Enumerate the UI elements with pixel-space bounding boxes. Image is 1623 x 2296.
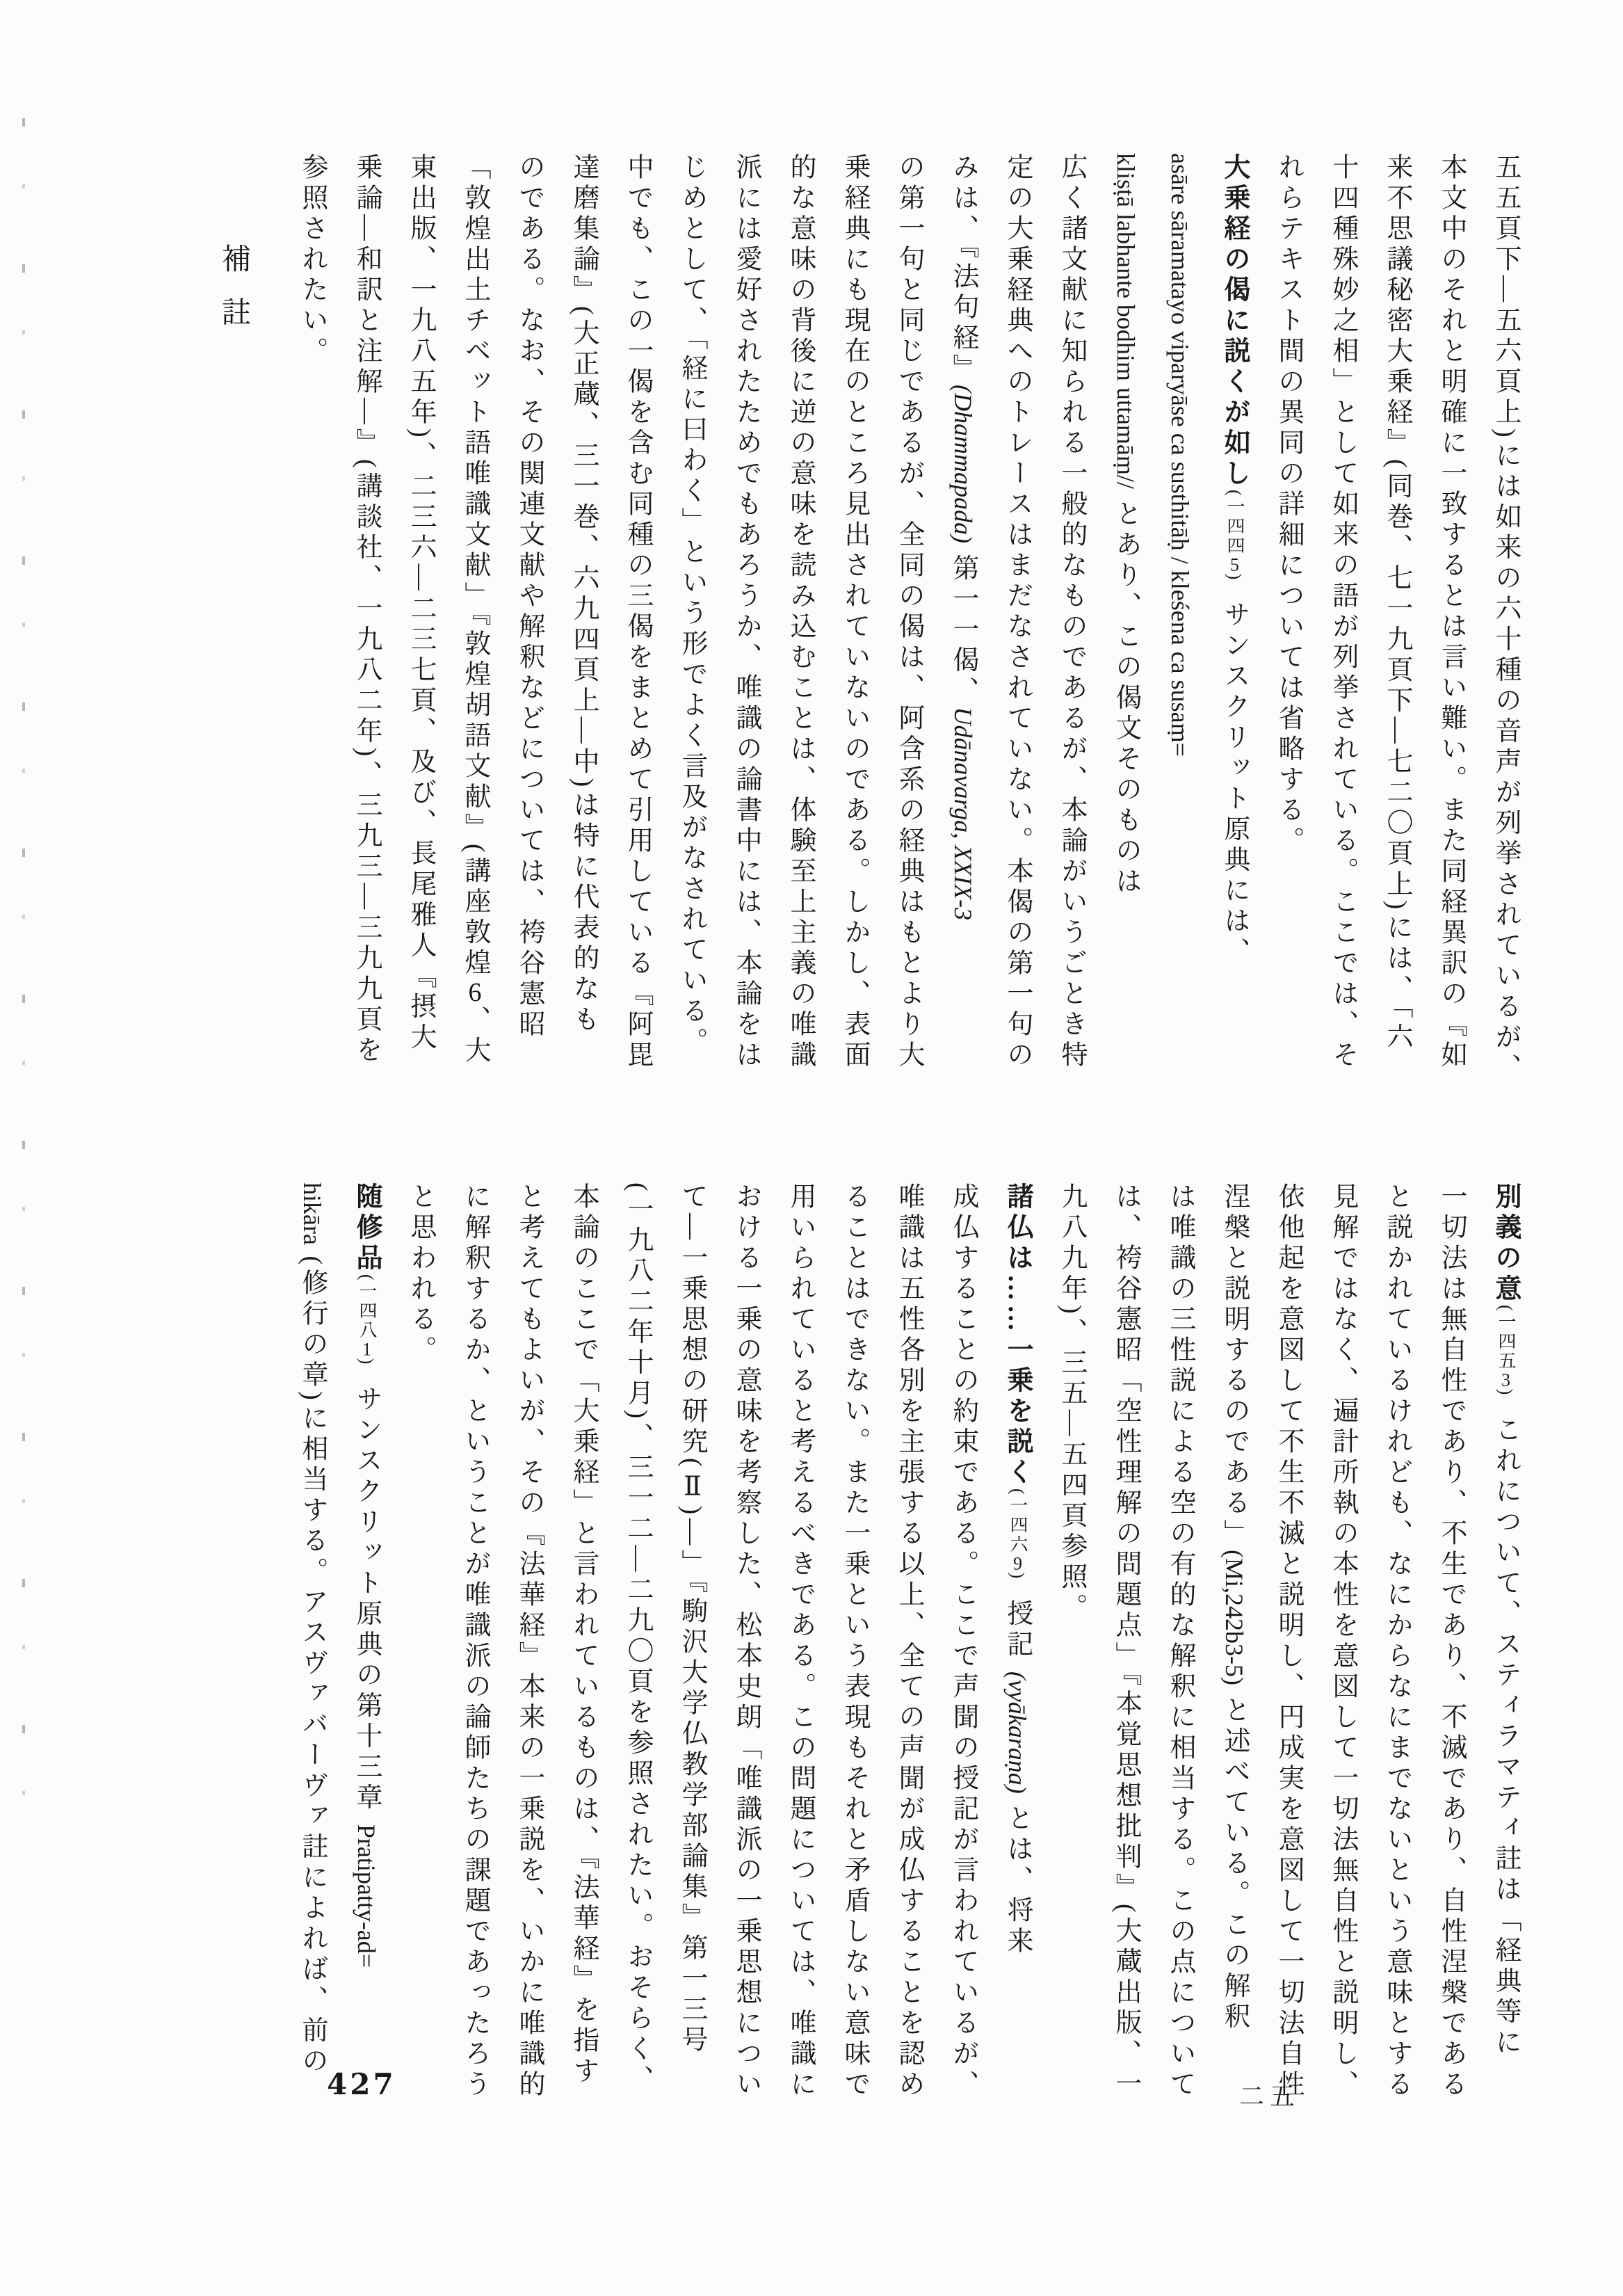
- text-segment: 成仏することの約束である。ここで声聞の授記が言われているが、: [948, 1182, 978, 2101]
- text-column: [1370, 1182, 1424, 2156]
- text-segment: 見解ではなく、遍計所執の本性を意図して一切法無自性と説明し、: [1328, 1182, 1357, 2101]
- text-segment: じめとして、「経に曰わく」という形でよく言及がなされている。: [677, 153, 706, 1058]
- text-column: [936, 1182, 990, 2156]
- text-column: [773, 153, 827, 1127]
- text-segment: 大乗経の偈に説くが如し: [1220, 153, 1249, 490]
- text-segment: 九八九年)、三五—五四頁参照。: [1057, 1182, 1086, 1624]
- text-segment: 随修品: [352, 1182, 381, 1274]
- text-segment: 授記: [1003, 1599, 1032, 1671]
- text-segment: 5: [1230, 555, 1239, 574]
- text-segment: 乗経典にも現在のところ見出されていないのである。しかし、表面: [840, 153, 869, 1071]
- text-segment: 依他起を意図して不生不滅と説明し、円成実を意図して一切法自性: [1274, 1182, 1303, 2101]
- text-segment: 一切法は無自性であり、不生であり、不滅であり、自性涅槃である: [1437, 1182, 1466, 2101]
- text-segment: 本文中のそれと明確に一致するとは言い難い。また同経異訳の『如: [1437, 153, 1466, 1071]
- text-segment: (Dhammapada): [949, 385, 977, 543]
- text-segment: 派には愛好されたためでもあろうか、唯識の論書中には、本論をは: [732, 153, 761, 1071]
- text-segment: 来不思議秘密大乗経』(同巻、七一九頁下—七二〇頁上)には、「六: [1382, 153, 1412, 1054]
- text-segment: のである。なお、その関連文献や解釈などについては、袴谷憲昭: [515, 153, 544, 1041]
- text-segment: 広く諸文献に知られる一般的なものであるが、本論がいうごとき特: [1057, 153, 1086, 1071]
- text-segment: 中でも、この一偈を含む同種の三偈をまとめて引用している『阿毘: [623, 153, 652, 1071]
- text-column: [1044, 1182, 1099, 2156]
- text-segment: (一四八: [357, 1274, 377, 1340]
- text-segment: 唯識は五性各別を主張する以上、全ての声聞が成仏することを認め: [894, 1182, 923, 2101]
- text-segment: は、袴谷憲昭「空性理解の問題点」『本覚思想批判』(大蔵出版、一: [1111, 1182, 1140, 2101]
- text-segment: ): [1496, 1388, 1516, 1416]
- text-segment: れらテキスト間の異同の詳細については省略する。: [1274, 153, 1303, 857]
- text-segment: 的な意味の背後に逆の意味を読み込むことは、体験至上主義の唯識: [786, 153, 815, 1071]
- text-segment: (一四五: [1496, 1305, 1516, 1371]
- text-column: [394, 153, 448, 1127]
- text-segment: ): [1225, 573, 1245, 601]
- text-segment: 第一一偈、: [948, 543, 978, 707]
- text-segment: て—一乗思想の研究(Ⅱ)—」『駒沢大学仏教学部論集』第一三号: [677, 1182, 706, 2057]
- text-column: [1044, 153, 1099, 1127]
- text-column: [394, 1182, 448, 2156]
- text-segment: 東出版、一九八五年)、二三六—二三七頁、及び、長尾雅人『摂大: [406, 153, 435, 1054]
- text-segment: 参照されたい。: [298, 153, 327, 367]
- text-segment: みは、『法句経』: [948, 153, 978, 385]
- text-column: [1207, 1182, 1261, 2156]
- text-column: [1261, 153, 1316, 1127]
- text-column: [1478, 1182, 1533, 2156]
- text-segment: 達磨集論』(大正蔵、三一巻、六九四頁上—中)は特に代表的なも: [569, 153, 598, 1036]
- text-column: [1153, 1182, 1207, 2156]
- text-segment: (vyākaraṇa): [1003, 1671, 1031, 1794]
- text-column: [556, 153, 611, 1127]
- text-segment: 定の大乗経典へのトレースはまだなされていない。本偈の第一句の: [1003, 153, 1032, 1071]
- text-column: [936, 153, 990, 1127]
- text-column: [990, 153, 1044, 1127]
- text-segment: 3: [1501, 1370, 1510, 1389]
- text-segment: とは、将来: [1003, 1793, 1032, 1958]
- text-segment: 用いられていると考えるべきである。この問題については、唯識に: [786, 1182, 815, 2101]
- text-segment: 別義の意: [1491, 1182, 1520, 1305]
- text-column: [882, 1182, 936, 2156]
- scan-noise: [22, 118, 25, 1822]
- text-segment: と思われる。: [406, 1182, 435, 1366]
- text-column: [665, 1182, 719, 2156]
- text-column: [611, 1182, 665, 2156]
- text-segment: サンスクリット原典の第十三章: [352, 1385, 381, 1824]
- text-segment: と述べている。この解釈: [1220, 1685, 1249, 2033]
- page-number-arabic: 427: [327, 2067, 396, 2101]
- text-column: [719, 153, 773, 1127]
- text-column: [719, 1182, 773, 2156]
- text-column: [1316, 1182, 1370, 2156]
- text-segment: 6: [468, 979, 482, 1006]
- text-column: [502, 1182, 556, 2156]
- text-column: [665, 153, 719, 1127]
- text-segment: (一四四: [1225, 490, 1245, 556]
- text-column: [448, 1182, 502, 2156]
- text-segment: と考えてもよいが、その『法華経』本来の一乗説を、いかに唯識的: [515, 1182, 544, 2101]
- notes-upper-band: [285, 153, 1533, 1127]
- page-number-kanji: 二五: [1239, 2082, 1301, 2110]
- text-segment: (Mi,242b3-5): [1220, 1550, 1248, 1685]
- text-column: [990, 1182, 1044, 2156]
- text-column: [1153, 153, 1207, 1127]
- text-segment: 涅槃と説明するのである」: [1220, 1182, 1249, 1550]
- text-column: [882, 153, 936, 1127]
- text-segment: とあり、この偈文そのものは: [1111, 488, 1140, 898]
- text-column: [1099, 1182, 1153, 2156]
- text-segment: Udānavarga, XXIX-3: [949, 707, 977, 921]
- text-column: [556, 1182, 611, 2156]
- text-segment: (一四六: [1008, 1488, 1028, 1555]
- text-segment: 、大: [460, 1005, 490, 1067]
- text-segment: (一九八二年十月)、三一二—二九〇頁を参照されたい。おそらく、: [623, 1182, 652, 2096]
- text-segment: 「敦煌出土チベット語唯識文献」『敦煌胡語文献』(講座敦煌: [460, 153, 490, 979]
- text-segment: の第一句と同じであるが、全同の偈は、阿含系の経典はもとより大: [894, 153, 923, 1071]
- text-segment: 1: [362, 1340, 371, 1358]
- text-segment: おける一乗の意味を考察した、松本史朗「唯識派の一乗思想につい: [732, 1182, 761, 2101]
- text-segment: 五五頁下—五六頁上)には如来の六十種の音声が列挙されているが、: [1491, 153, 1520, 1084]
- text-column: [827, 153, 882, 1127]
- text-segment: (修行の章)に相当する。アスヴァバーヴァ註によれば、前の: [298, 1244, 327, 2078]
- text-segment: ): [357, 1358, 377, 1386]
- text-segment: kliṣṭā labhante bodhim uttamāṃ//: [1112, 153, 1140, 489]
- text-segment: は唯識の三性説による空の有的な解釈に相当する。この点について: [1165, 1182, 1195, 2101]
- text-segment: サンスクリット原典には、: [1220, 600, 1249, 968]
- text-column: [1478, 153, 1533, 1127]
- text-segment: asāre sāramatayo viparyāse ca susthitāḥ / kleśena ca susaṃ=: [1166, 153, 1194, 757]
- text-column: [448, 153, 502, 1127]
- text-column: [1261, 1182, 1316, 2156]
- text-column: [1207, 153, 1261, 1127]
- text-segment: Pratipatty-ad=: [353, 1824, 380, 1968]
- text-column: [339, 153, 394, 1127]
- text-column: [339, 1182, 394, 2156]
- text-segment: と説かれているけれども、なにからなにまでないという意味とする: [1382, 1182, 1412, 2101]
- text-column: [827, 1182, 882, 2156]
- text-segment: ): [1008, 1572, 1028, 1600]
- text-column: [1424, 153, 1478, 1127]
- text-column: [611, 153, 665, 1127]
- text-segment: ることはできない。また一乗という表現もそれと矛盾しない意味で: [840, 1182, 869, 2101]
- text-segment: 9: [1013, 1554, 1022, 1573]
- text-segment: に解釈するか、ということが唯識派の論師たちの課題であったろう: [460, 1182, 490, 2101]
- text-segment: 本論のここで「大乗経」と言われているものは、『法華経』を指す: [569, 1182, 598, 2087]
- text-column: [1316, 153, 1370, 1127]
- text-segment: 諸仏は……一乗を説く: [1003, 1182, 1032, 1488]
- text-column: [1370, 153, 1424, 1127]
- text-column: [1424, 1182, 1478, 2156]
- text-segment: hikāra: [298, 1182, 326, 1245]
- text-column: [1099, 153, 1153, 1127]
- text-column: [285, 153, 339, 1127]
- section-header: 補 註: [218, 243, 250, 335]
- notes-lower-band: [285, 1182, 1533, 2156]
- text-column: [502, 153, 556, 1127]
- text-column: [285, 1182, 339, 2156]
- text-segment: 十四種殊妙之相」として如来の語が列挙されている。ここでは、そ: [1328, 153, 1357, 1071]
- text-segment: 乗論—和訳と注解—』(講談社、一九八二年)、三九三—三九九頁を: [352, 153, 381, 1067]
- text-segment: これについて、スティラマティ註は「経典等に: [1491, 1415, 1520, 2059]
- text-column: [773, 1182, 827, 2156]
